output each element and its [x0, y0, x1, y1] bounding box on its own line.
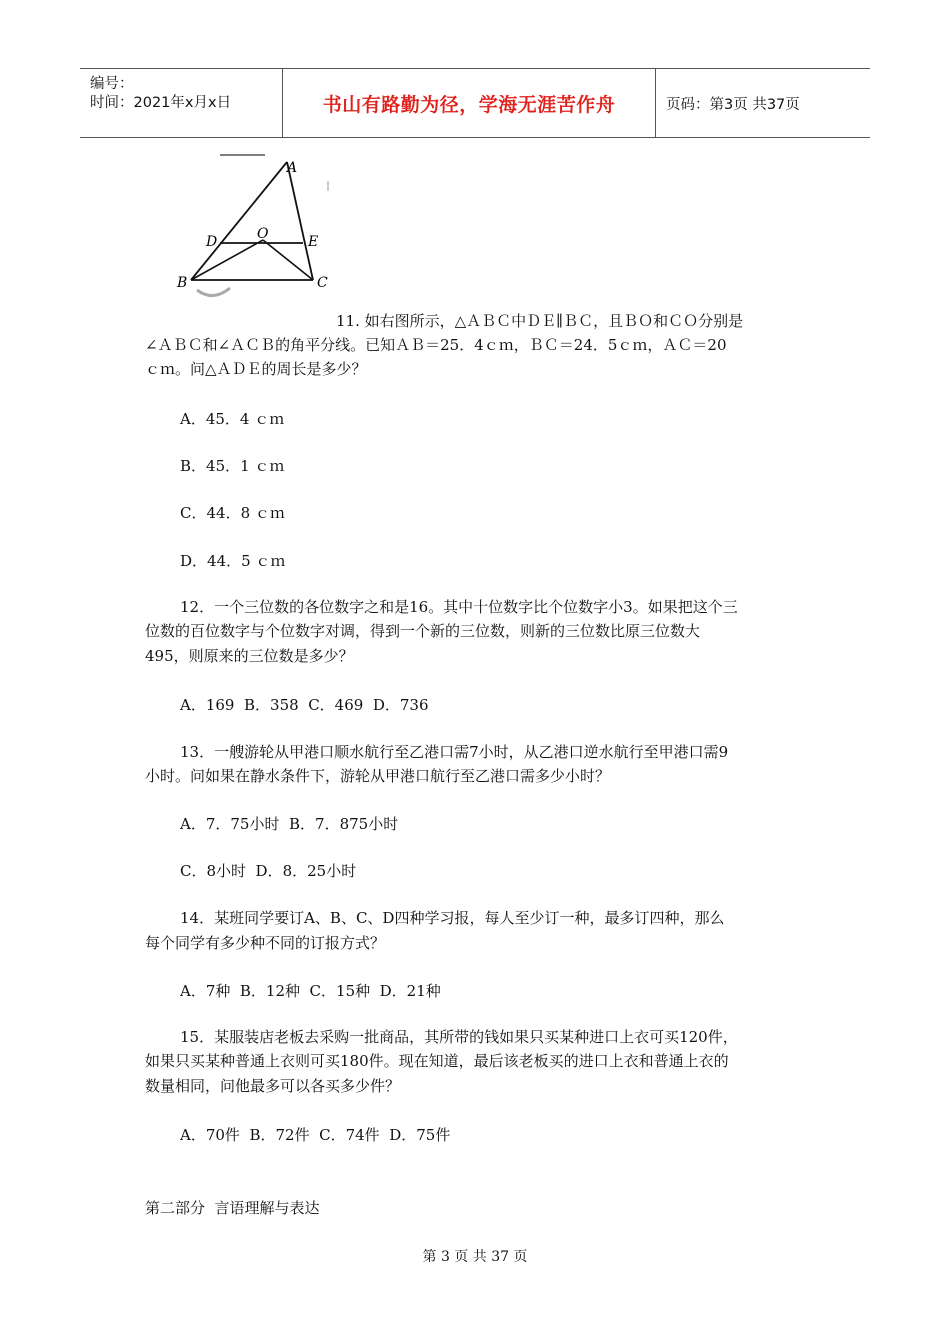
motto-cell: [283, 69, 656, 137]
header-meta-cell: [80, 69, 283, 137]
q11-option-b: B．45．1 ｃｍ: [180, 457, 285, 475]
q14-line-2: 每个同学有多少种不同的订报方式？: [145, 934, 386, 952]
q13-options-1: A．7．75小时 B．7．875小时: [180, 815, 399, 833]
figure-smudge: [197, 288, 230, 296]
segment-bo: [191, 240, 263, 280]
label-o: O: [257, 226, 269, 242]
q13-options-2: C．8小时 D．8．25小时: [180, 862, 357, 880]
q11-line-3: ｃｍ。问△ＡＤＥ的周长是多少？: [145, 360, 367, 378]
section-title: 第二部分 言语理解与表达: [145, 1199, 320, 1217]
label-d: D: [206, 234, 218, 250]
triangle-figure: [175, 150, 340, 305]
q15-line-3: 数量相同，问他最多可以各买多少件？: [145, 1077, 401, 1095]
q14-line-1: 14．某班同学要订A、B、C、D四种学习报，每人至少订一种，最多订四种，那么: [180, 909, 725, 927]
q11-line-1: 11. 如右图所示，△ＡＢＣ中ＤＥ∥ＢＣ，且ＢＯ和ＣＯ分别是: [336, 312, 744, 330]
side-ab: [191, 162, 287, 280]
q11-line-2: ∠ＡＢＣ和∠ＡＣＢ的角平分线。已知ＡＢ＝25．4ｃｍ，ＢＣ＝24．5ｃｍ，ＡＣ＝20: [145, 336, 727, 354]
q15-options: A．70件 B．72件 C．74件 D．75件: [180, 1126, 451, 1144]
q12-line-2: 位数的百位数字与个位数字对调，得到一个新的三位数，则新的三位数比原三位数大: [145, 622, 701, 640]
q12-line-3: 495，则原来的三位数是多少？: [145, 647, 354, 665]
q14-options: A．7种 B．12种 C．15种 D．21种: [180, 982, 441, 1000]
q15-line-2: 如果只买某种普通上衣则可买180件。现在知道，最后该老板买的进口上衣和普通上衣的: [145, 1052, 729, 1070]
number-label: 编号：: [90, 76, 134, 92]
motto: 书山有路勤为径，学海无涯苦作舟: [322, 93, 616, 116]
page-label: 页码：第3页 共37页: [666, 96, 800, 113]
q11-option-c: C．44．8 ｃｍ: [180, 504, 285, 522]
label-c: C: [317, 275, 328, 291]
label-a: A: [287, 160, 298, 176]
q11-option-d: D．44．5 ｃｍ: [180, 552, 286, 570]
q12-options: A．169 B．358 C．469 D．736: [180, 696, 429, 714]
page-header: [80, 68, 870, 138]
time-label: 时间：2021年x月x日: [90, 95, 232, 111]
q12-line-1: 12．一个三位数的各位数字之和是16。其中十位数字比个位数字小3。如果把这个三: [180, 598, 738, 616]
q13-line-1: 13．一艘游轮从甲港口顺水航行至乙港口需7小时，从乙港口逆水航行至甲港口需9: [180, 743, 729, 761]
page-number-cell: [656, 69, 870, 137]
figure-speck: [327, 181, 329, 191]
q13-line-2: 小时。问如果在静水条件下，游轮从甲港口航行至乙港口需多少小时？: [145, 767, 611, 785]
label-e: E: [308, 234, 319, 250]
q11-option-a: A．45．4 ｃｍ: [180, 410, 285, 428]
q15-line-1: 15．某服装店老板去采购一批商品，其所带的钱如果只买某种进口上衣可买120件，: [180, 1028, 738, 1046]
page-footer: 第 3 页 共 37 页: [422, 1249, 528, 1265]
label-b: B: [177, 275, 188, 291]
